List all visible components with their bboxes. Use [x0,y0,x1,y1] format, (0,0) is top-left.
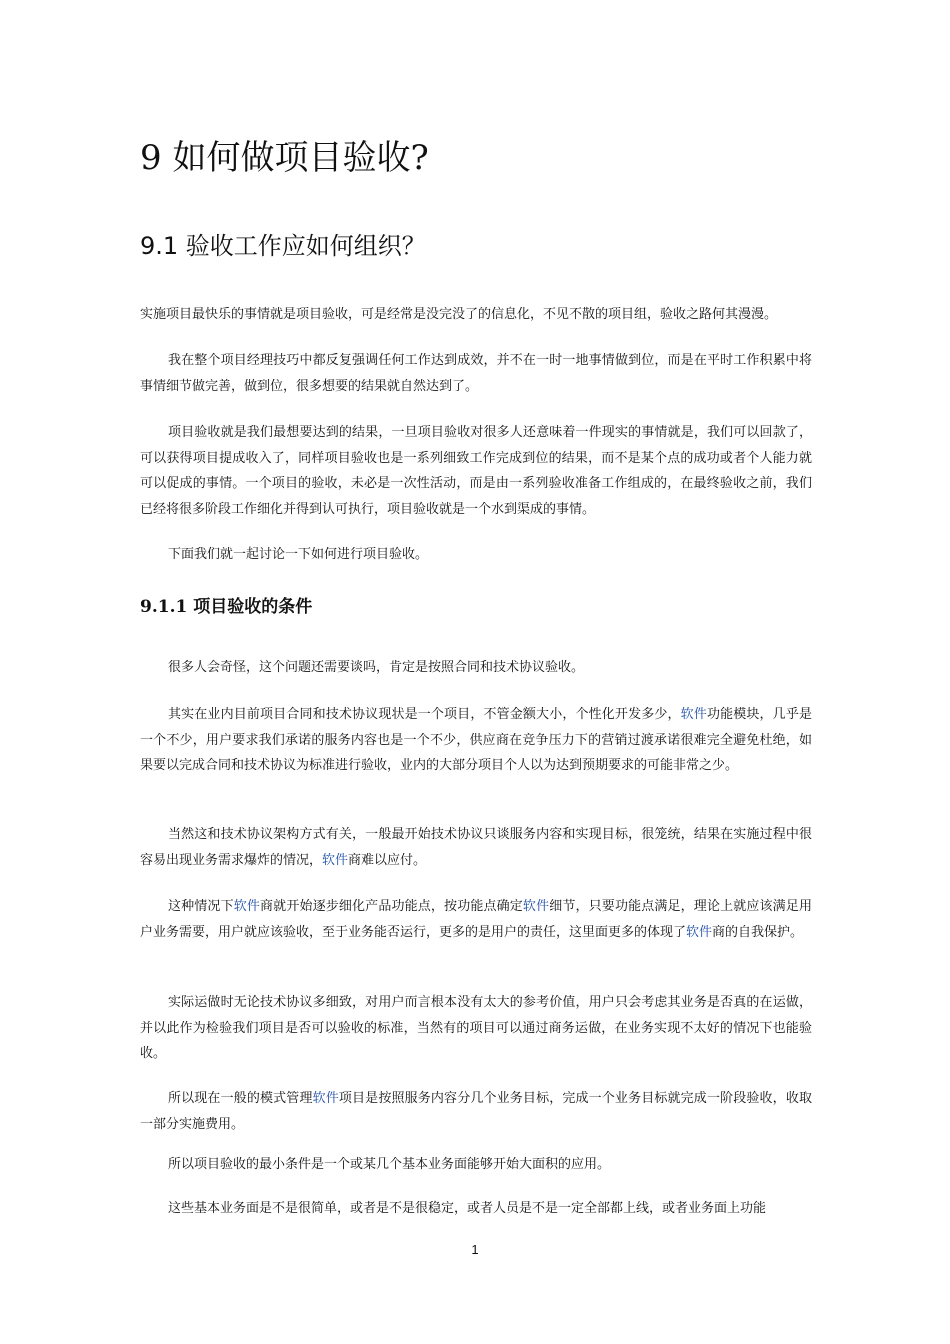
paragraph-5: 很多人会奇怪，这个问题还需要谈吗，肯定是按照合同和技术协议验收。 [168,660,585,675]
software-link[interactable]: 软件 [522,899,550,914]
subsection-number: 9.1.1 [140,597,188,617]
software-link[interactable]: 软件 [686,924,713,940]
paragraph-10-text-b: 项目是按照服务内容分几个业务目标，完成一个业务目标就完成一阶段验收，收取一部分实施费用。 [140,1091,812,1132]
page-number: 1 [471,1242,479,1257]
subsection-heading [140,594,312,620]
paragraph-2: 我在整个项目经理技巧中都反复强调任何工作达到成效，并不在一时一地事情做到位，而是在平时工作积累中将事情细节做完善，做到位，很多想要的结果就自然达到了。 [140,353,812,394]
paragraph-9: 实际运做时无论技术协议多细致，对用户而言根本没有太大的参考价值，用户只会考虑其业务是否真的在运做，并以此作为检验我们项目是否可以验收的标准，当然有的项目可以通过商务运做，在业务实现不太好的情况下也能验收。 [140,995,812,1061]
paragraph-12: 这些基本业务面是不是很简单，或者是不是很稳定，或者人员是不是一定全部都上线，或者业务面上功能 [168,1201,767,1216]
paragraph-8-text-b: 商就开始逐步细化产品功能点，按功能点确定 [260,899,523,914]
paragraph-6-text-b: 功能模块，几乎是一个不少，用户要求我们承诺的服务内容也是一个不少，供应商在竞争压力下的营销过渡承诺很难完全避免杜绝，如果要以完成合同和技术协议为标准进行验收，业内的大部分项目个人以为达到预期要求的可能非常之少。 [140,707,812,773]
paragraph-7 [140,822,812,873]
paragraph-7-text-a: 当然这和技术协议架构方式有关，一般最开始技术协议只谈服务内容和实现目标，很笼统，结果在实施过程中很容易出现业务需求爆炸的情况， [140,827,812,868]
paragraph-6-text-a: 其实在业内目前项目合同和技术协议现状是一个项目，不管金额大小，个性化开发多少， [168,707,681,722]
document-title: 9 如何做项目验收? [140,138,429,178]
section-heading: 9.1 验收工作应如何组织？ [140,232,426,260]
paragraph-6 [140,702,812,779]
software-link[interactable]: 软件 [312,1091,339,1106]
software-link[interactable]: 软件 [680,707,707,722]
paragraph-8-text-c: 细节，只要功能点满足，理论上就应该满足用户业务需要，用户就应该验收，至于业务能否运行，更多的是用户的责任，这里面更多的体现了 [140,899,812,940]
paragraph-8-text-d: 商的自我保护。 [712,924,804,940]
paragraph-11: 所以项目验收的最小条件是一个或某几个基本业务面能够开始大面积的应用。 [168,1157,611,1172]
paragraph-8-text-a: 这种情况下 [168,899,234,914]
paragraph-intro: 实施项目最快乐的事情就是项目验收，可是经常是没完没了的信息化，不见不散的项目组，验收之路何其漫漫。 [140,307,778,322]
paragraph-3: 项目验收就是我们最想要达到的结果，一旦项目验收对很多人还意味着一件现实的事情就是，我们可以回款了，可以获得项目提成收入了，同样项目验收也是一系列细致工作完成到位的结果，而不是某个点的成功或者个人能力就可以促成的事情。一个项目的验收，未必是一次性活动，而是由一系列验收准备工作组成的，在最终验收之前，我们已经将很多阶段工作细化并得到认可执行，项目验收就是一个水到渠成的事情。 [140,425,812,517]
paragraph-10 [140,1086,812,1137]
paragraph-8 [140,894,812,945]
paragraph-10-text-a: 所以现在一般的模式管理 [168,1091,313,1106]
paragraph-7-text-b: 商难以应付。 [348,852,427,868]
software-link[interactable]: 软件 [322,852,349,868]
paragraph-4: 下面我们就一起讨论一下如何进行项目验收。 [168,547,429,562]
subsection-title: 项目验收的条件 [187,597,313,617]
software-link[interactable]: 软件 [233,899,261,914]
